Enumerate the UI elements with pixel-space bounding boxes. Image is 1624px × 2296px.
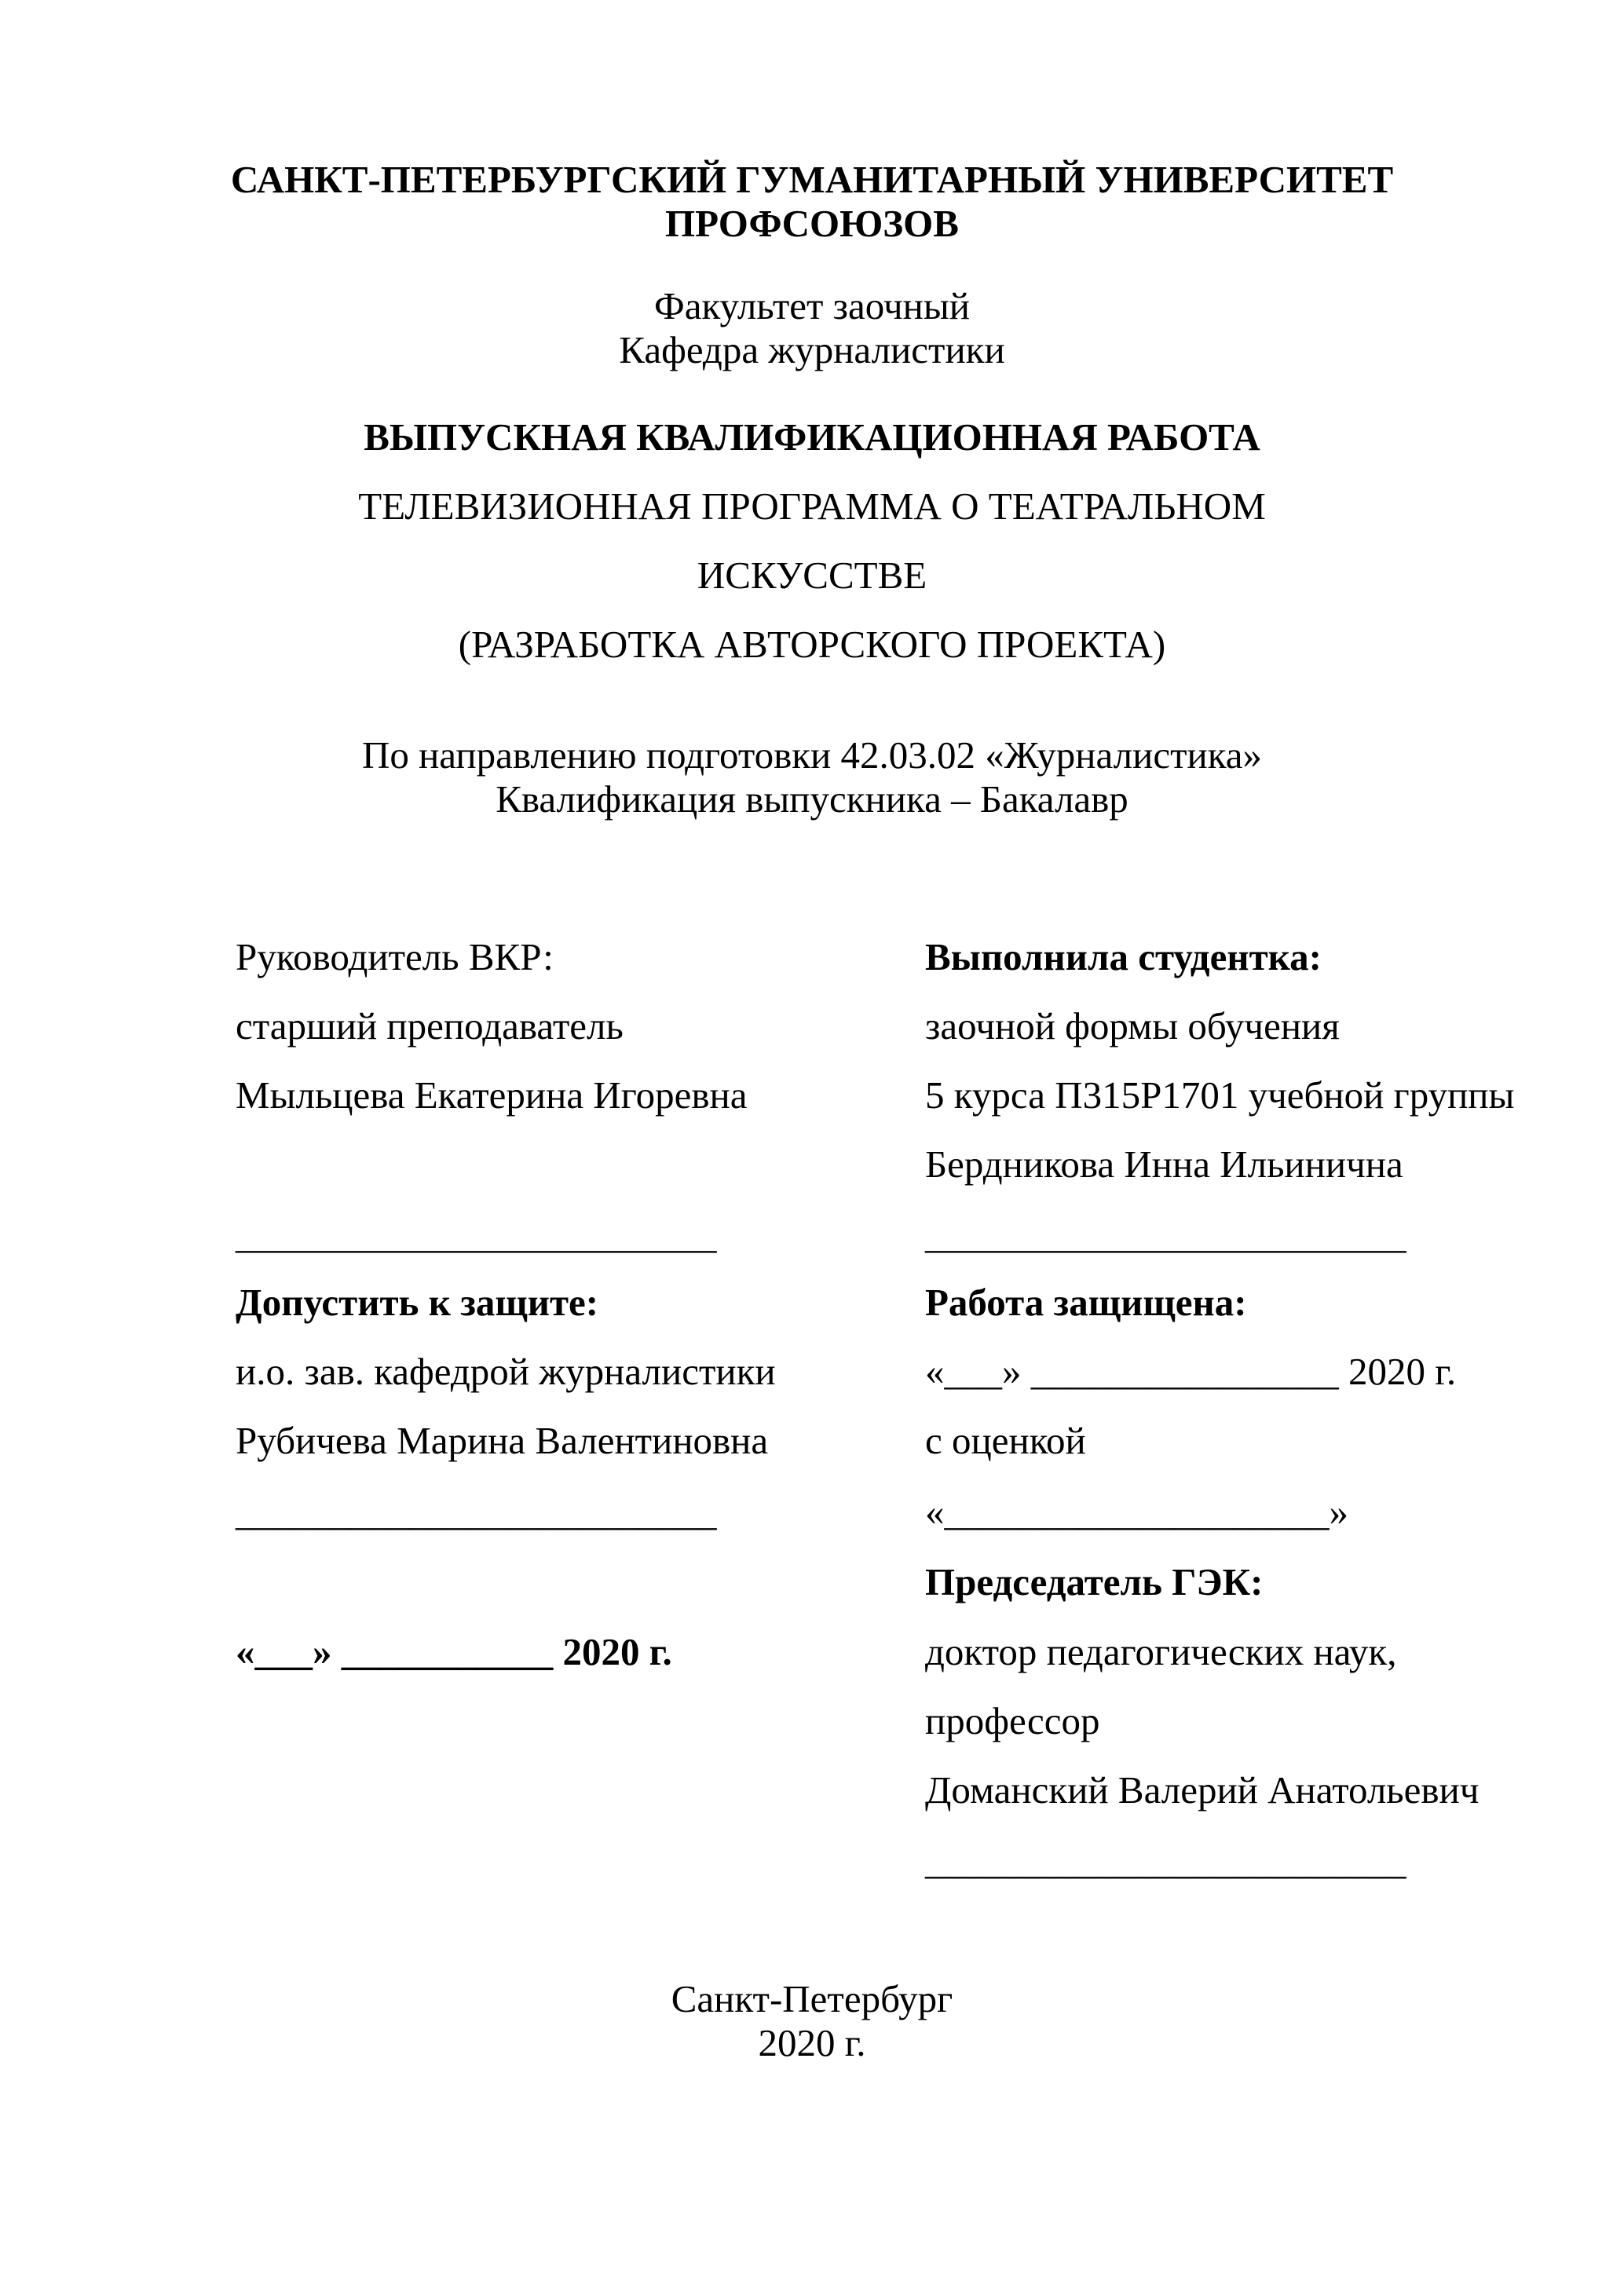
- qualification: Квалификация выпускника – Бакалавр: [496, 777, 1128, 821]
- admit-name: Рубичева Марина Валентиновна: [236, 1419, 769, 1462]
- work-title-line1: ТЕЛЕВИЗИОННАЯ ПРОГРАММА О ТЕАТРАЛЬНОМ: [358, 484, 1266, 528]
- supervisor-label: Руководитель ВКР:: [236, 935, 554, 978]
- defended-date: «___» ________________ 2020 г.: [925, 1350, 1457, 1393]
- year: 2020 г.: [758, 2021, 866, 2064]
- university-name-line2: ПРОФСОЮЗОВ: [665, 202, 959, 245]
- city: Санкт-Петербург: [671, 1977, 953, 2020]
- study-direction: По направлению подготовки 42.03.02 «Журналистика»: [361, 733, 1263, 777]
- chair-degree: доктор педагогических наук,: [925, 1630, 1397, 1673]
- student-signature-line: _________________________: [925, 1213, 1406, 1256]
- chair-label: Председатель ГЭК:: [925, 1560, 1264, 1603]
- chair-signature-line: _________________________: [925, 1839, 1406, 1882]
- student-group: 5 курса П315Р1701 учебной группы: [925, 1073, 1515, 1117]
- admit-date: «___» ___________ 2020 г.: [236, 1630, 672, 1673]
- admit-signature-line: _________________________: [236, 1490, 717, 1534]
- department: Кафедра журналистики: [619, 328, 1005, 371]
- work-title-line2: ИСКУССТВЕ: [697, 554, 927, 597]
- chair-name: Доманский Валерий Анатольевич: [925, 1768, 1480, 1812]
- student-label: Выполнила студентка:: [925, 935, 1322, 978]
- chair-title: профессор: [925, 1699, 1100, 1742]
- supervisor-name: Мыльцева Екатерина Игоревна: [236, 1073, 748, 1117]
- university-name-line1: САНКТ-ПЕТЕРБУРГСКИЙ ГУМАНИТАРНЫЙ УНИВЕРСИТЕТ: [230, 158, 1394, 201]
- work-type: ВЫПУСКНАЯ КВАЛИФИКАЦИОННАЯ РАБОТА: [364, 415, 1260, 459]
- faculty: Факультет заочный: [653, 284, 971, 327]
- grade-label: с оценкой: [925, 1419, 1086, 1462]
- supervisor-position: старший преподаватель: [236, 1004, 624, 1047]
- defended-label: Работа защищена:: [925, 1281, 1247, 1324]
- admit-label: Допустить к защите:: [236, 1281, 599, 1324]
- work-subtitle: (РАЗРАБОТКА АВТОРСКОГО ПРОЕКТА): [458, 623, 1166, 666]
- grade-blank: «____________________»: [925, 1490, 1348, 1534]
- admit-position: и.о. зав. кафедрой журналистики: [236, 1350, 776, 1393]
- student-form: заочной формы обучения: [925, 1004, 1340, 1047]
- supervisor-signature-line: _________________________: [236, 1213, 717, 1256]
- student-name: Бердникова Инна Ильинична: [925, 1143, 1403, 1186]
